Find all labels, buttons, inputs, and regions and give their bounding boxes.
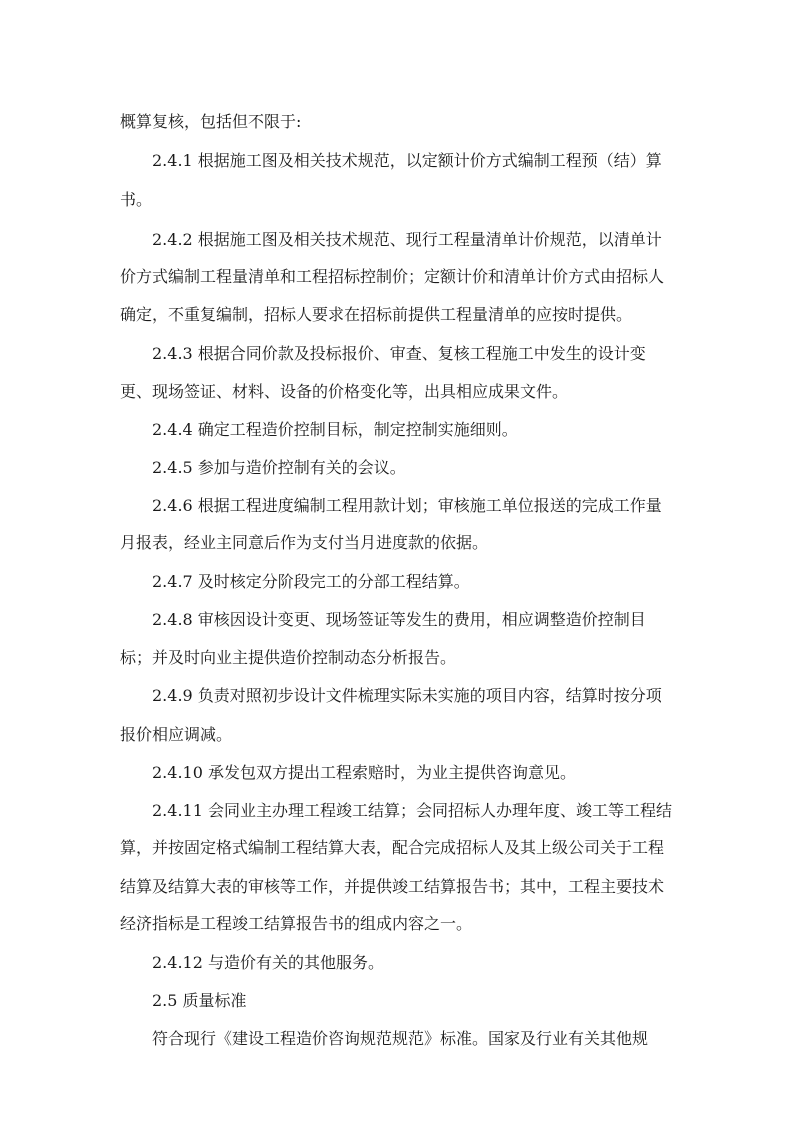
text-line: 2.4.7 及时核定分阶段完工的分部工程结算。 [152,572,470,591]
text-line: 报价相应调减。 [120,725,233,744]
text-line: 2.4.10 承发包双方提出工程索赔时，为业主提供咨询意见。 [152,763,576,782]
text-line: 结算及结算大表的审核等工作，并提供竣工结算报告书；其中，工程主要技术 [120,877,665,896]
text-line: 概算复核，包括但不限于: [120,112,302,131]
text-line: 2.4.5 参加与造价控制有关的会议。 [152,458,406,477]
text-line: 2.4.8 审核因设计变更、现场签证等发生的费用，相应调整造价控制目 [152,610,646,629]
text-line: 算，并按固定格式编制工程结算大表，配合完成招标人及其上级公司关于工程 [120,838,665,857]
text-line: 书。 [120,190,153,209]
text-line: 2.4.11 会同业主办理工程竣工结算；会同招标人办理年度、竣工等工程结 [152,801,672,820]
text-line: 符合现行《建设工程造价咨询规范规范》标准。国家及行业有关其他规 [152,1029,649,1048]
section-heading: 2.5 质量标准 [152,991,247,1010]
text-line: 经济指标是工程竣工结算报告书的组成内容之一。 [120,914,473,933]
text-line: 价方式编制工程量清单和工程招标控制价；定额计价和清单计价方式由招标人 [120,267,665,286]
text-line: 2.4.6 根据工程进度编制工程用款计划；审核施工单位报送的完成工作量 [152,496,662,515]
text-line: 2.4.4 确定工程造价控制目标，制定控制实施细则。 [152,420,518,439]
text-line: 确定，不重复编制，招标人要求在招标前提供工程量清单的应按时提供。 [120,305,633,324]
text-line: 月报表，经业主同意后作为支付当月进度款的依据。 [120,533,489,552]
text-line: 标；并及时向业主提供造价控制动态分析报告。 [120,648,457,667]
text-line: 2.4.2 根据施工图及相关技术规范、现行工程量清单计价规范，以清单计 [152,230,662,249]
text-line: 2.4.12 与造价有关的其他服务。 [152,953,384,972]
text-line: 更、现场签证、材料、设备的价格变化等，出具相应成果文件。 [120,382,569,401]
text-line: 2.4.3 根据合同价款及投标报价、审查、复核工程施工中发生的设计变 [152,344,646,363]
text-line: 2.4.1 根据施工图及相关技术规范，以定额计价方式编制工程预（结）算 [152,151,662,170]
text-line: 2.4.9 负责对照初步设计文件梳理实际未实施的项目内容，结算时按分项 [152,686,662,705]
